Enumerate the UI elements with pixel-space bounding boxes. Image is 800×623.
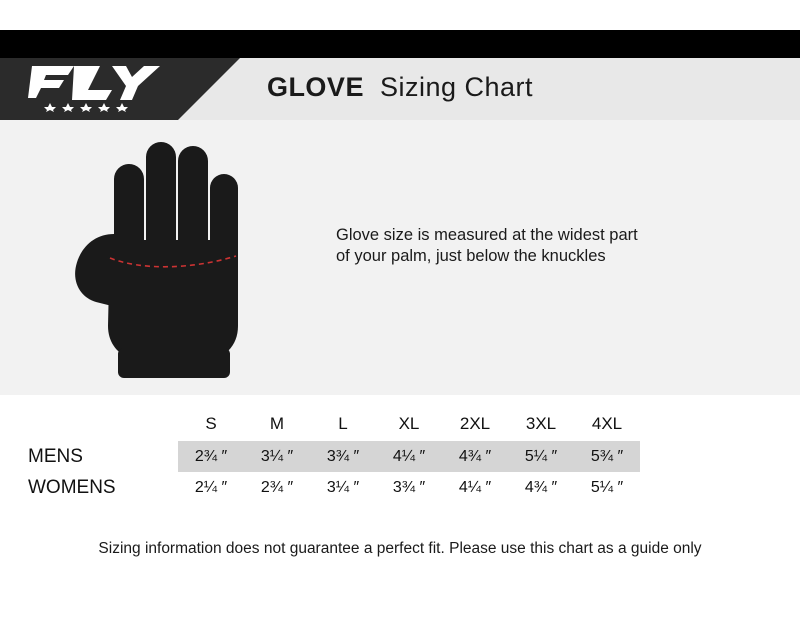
- row-label-mens: MENS: [28, 445, 83, 467]
- table-header-row: [18, 407, 640, 441]
- sizing-table-wrap: [0, 395, 800, 520]
- mens-m: 3¼ ″: [244, 441, 310, 472]
- womens-2xl: 4¼ ″: [458, 478, 492, 496]
- mens-2xl: 4¾ ″: [442, 441, 508, 472]
- mens-4xl: 5¾ ″: [574, 441, 640, 472]
- table-row-womens: [18, 472, 640, 503]
- corner-cell: [18, 407, 178, 441]
- womens-xl: 3¾ ″: [392, 478, 426, 496]
- page-title: [0, 72, 800, 103]
- note-line-2: of your palm, just below the knuckles: [336, 247, 606, 265]
- col-head-4xl: 4XL: [591, 414, 623, 433]
- col-head-xl: XL: [398, 414, 420, 433]
- mens-xl: 4¼ ″: [376, 441, 442, 472]
- womens-3xl: 4¾ ″: [524, 478, 558, 496]
- glove-illustration: [60, 130, 260, 380]
- col-head-2xl: 2XL: [459, 414, 491, 433]
- measurement-note: [336, 225, 736, 267]
- mens-3xl: 5¼ ″: [508, 441, 574, 472]
- mens-s: 2¾ ″: [178, 441, 244, 472]
- col-head-l: L: [338, 414, 348, 433]
- note-line-1: Glove size is measured at the widest part: [336, 226, 638, 244]
- sizing-table: [18, 407, 640, 503]
- col-head-3xl: 3XL: [525, 414, 557, 433]
- title-secondary: Sizing Chart: [379, 72, 534, 102]
- womens-4xl: 5¼ ″: [590, 478, 624, 496]
- womens-s: 2¼ ″: [194, 478, 228, 496]
- col-head-s: S: [205, 414, 217, 433]
- mens-l: 3¾ ″: [310, 441, 376, 472]
- womens-l: 3¼ ″: [326, 478, 360, 496]
- footer-disclaimer: Sizing information does not guarantee a perfect fit. Please use this chart as a guide only: [98, 540, 702, 557]
- womens-m: 2¾ ″: [260, 478, 294, 496]
- table-row-mens: [18, 441, 640, 472]
- title-primary: GLOVE: [266, 72, 364, 102]
- col-head-m: M: [269, 414, 285, 433]
- row-label-womens: WOMENS: [28, 476, 116, 498]
